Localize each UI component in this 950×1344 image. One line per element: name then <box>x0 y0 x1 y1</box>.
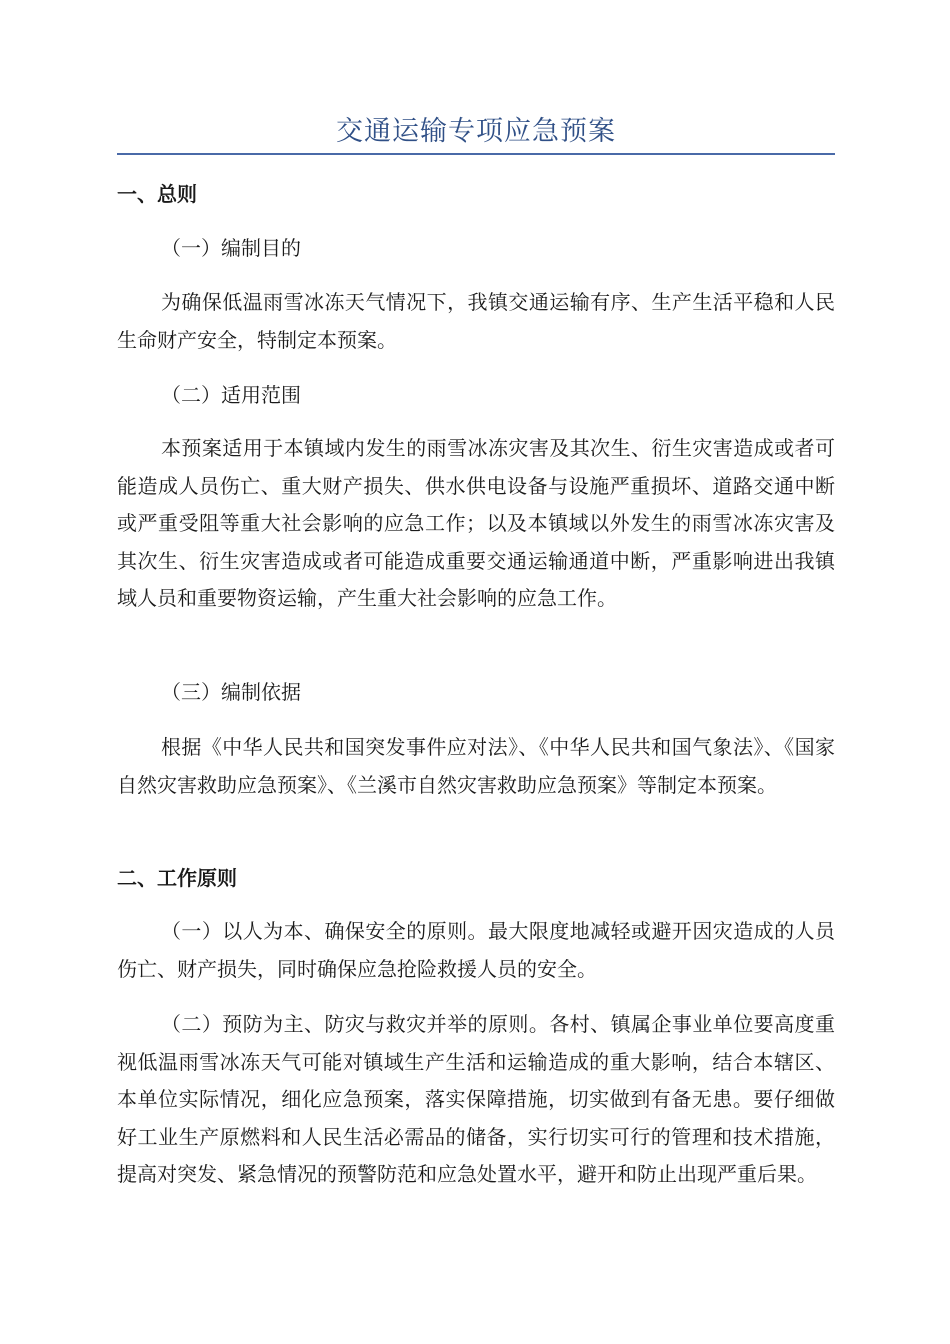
document-title: 交通运输专项应急预案 <box>336 116 616 147</box>
subheading-scope: （二）适用范围 <box>161 383 301 407</box>
paragraph-principle-1: （一）以人为本、确保安全的原则。最大限度地减轻或避开因灾造成的人员伤亡、财产损失，同时确保应急抢险救援人员的安全。 <box>117 919 835 981</box>
paragraph-principle-2: （二）预防为主、防灾与救灾并举的原则。各村、镇属企事业单位要高度重视低温雨雪冰冻天气可能对镇域生产生活和运输造成的重大影响，结合本辖区、本单位实际情况，细化应急预案，落实保障措施，切实做到有备无患。要仔细做好工业生产原燃料和人民生活必需品的储备，实行切实可行的管理和技术措施，提高对突发、紧急情况的预警防范和应急处置水平，避开和防止出现严重后果。 <box>117 1012 835 1186</box>
title-underline <box>117 153 835 155</box>
subheading-purpose: （一）编制目的 <box>161 236 301 260</box>
section-heading-principles: 二、工作原则 <box>117 866 237 890</box>
paragraph-purpose: 为确保低温雨雪冰冻天气情况下，我镇交通运输有序、生产生活平稳和人民生命财产安全，特制定本预案。 <box>117 290 835 352</box>
paragraph-scope: 本预案适用于本镇域内发生的雨雪冰冻灾害及其次生、衍生灾害造成或者可能造成人员伤亡、重大财产损失、供水供电设备与设施严重损坏、道路交通中断或严重受阻等重大社会影响的应急工作；以及本镇域以外发生的雨雪冰冻灾害及其次生、衍生灾害造成或者可能造成重要交通运输通道中断，严重影响进出我镇域人员和重要物资运输，产生重大社会影响的应急工作。 <box>117 436 835 610</box>
subheading-basis: （三）编制依据 <box>161 680 301 704</box>
section-heading-general: 一、总则 <box>117 182 197 206</box>
paragraph-basis: 根据《中华人民共和国突发事件应对法》、《中华人民共和国气象法》、《国家自然灾害救助应急预案》、《兰溪市自然灾害救助应急预案》等制定本预案。 <box>117 735 835 797</box>
